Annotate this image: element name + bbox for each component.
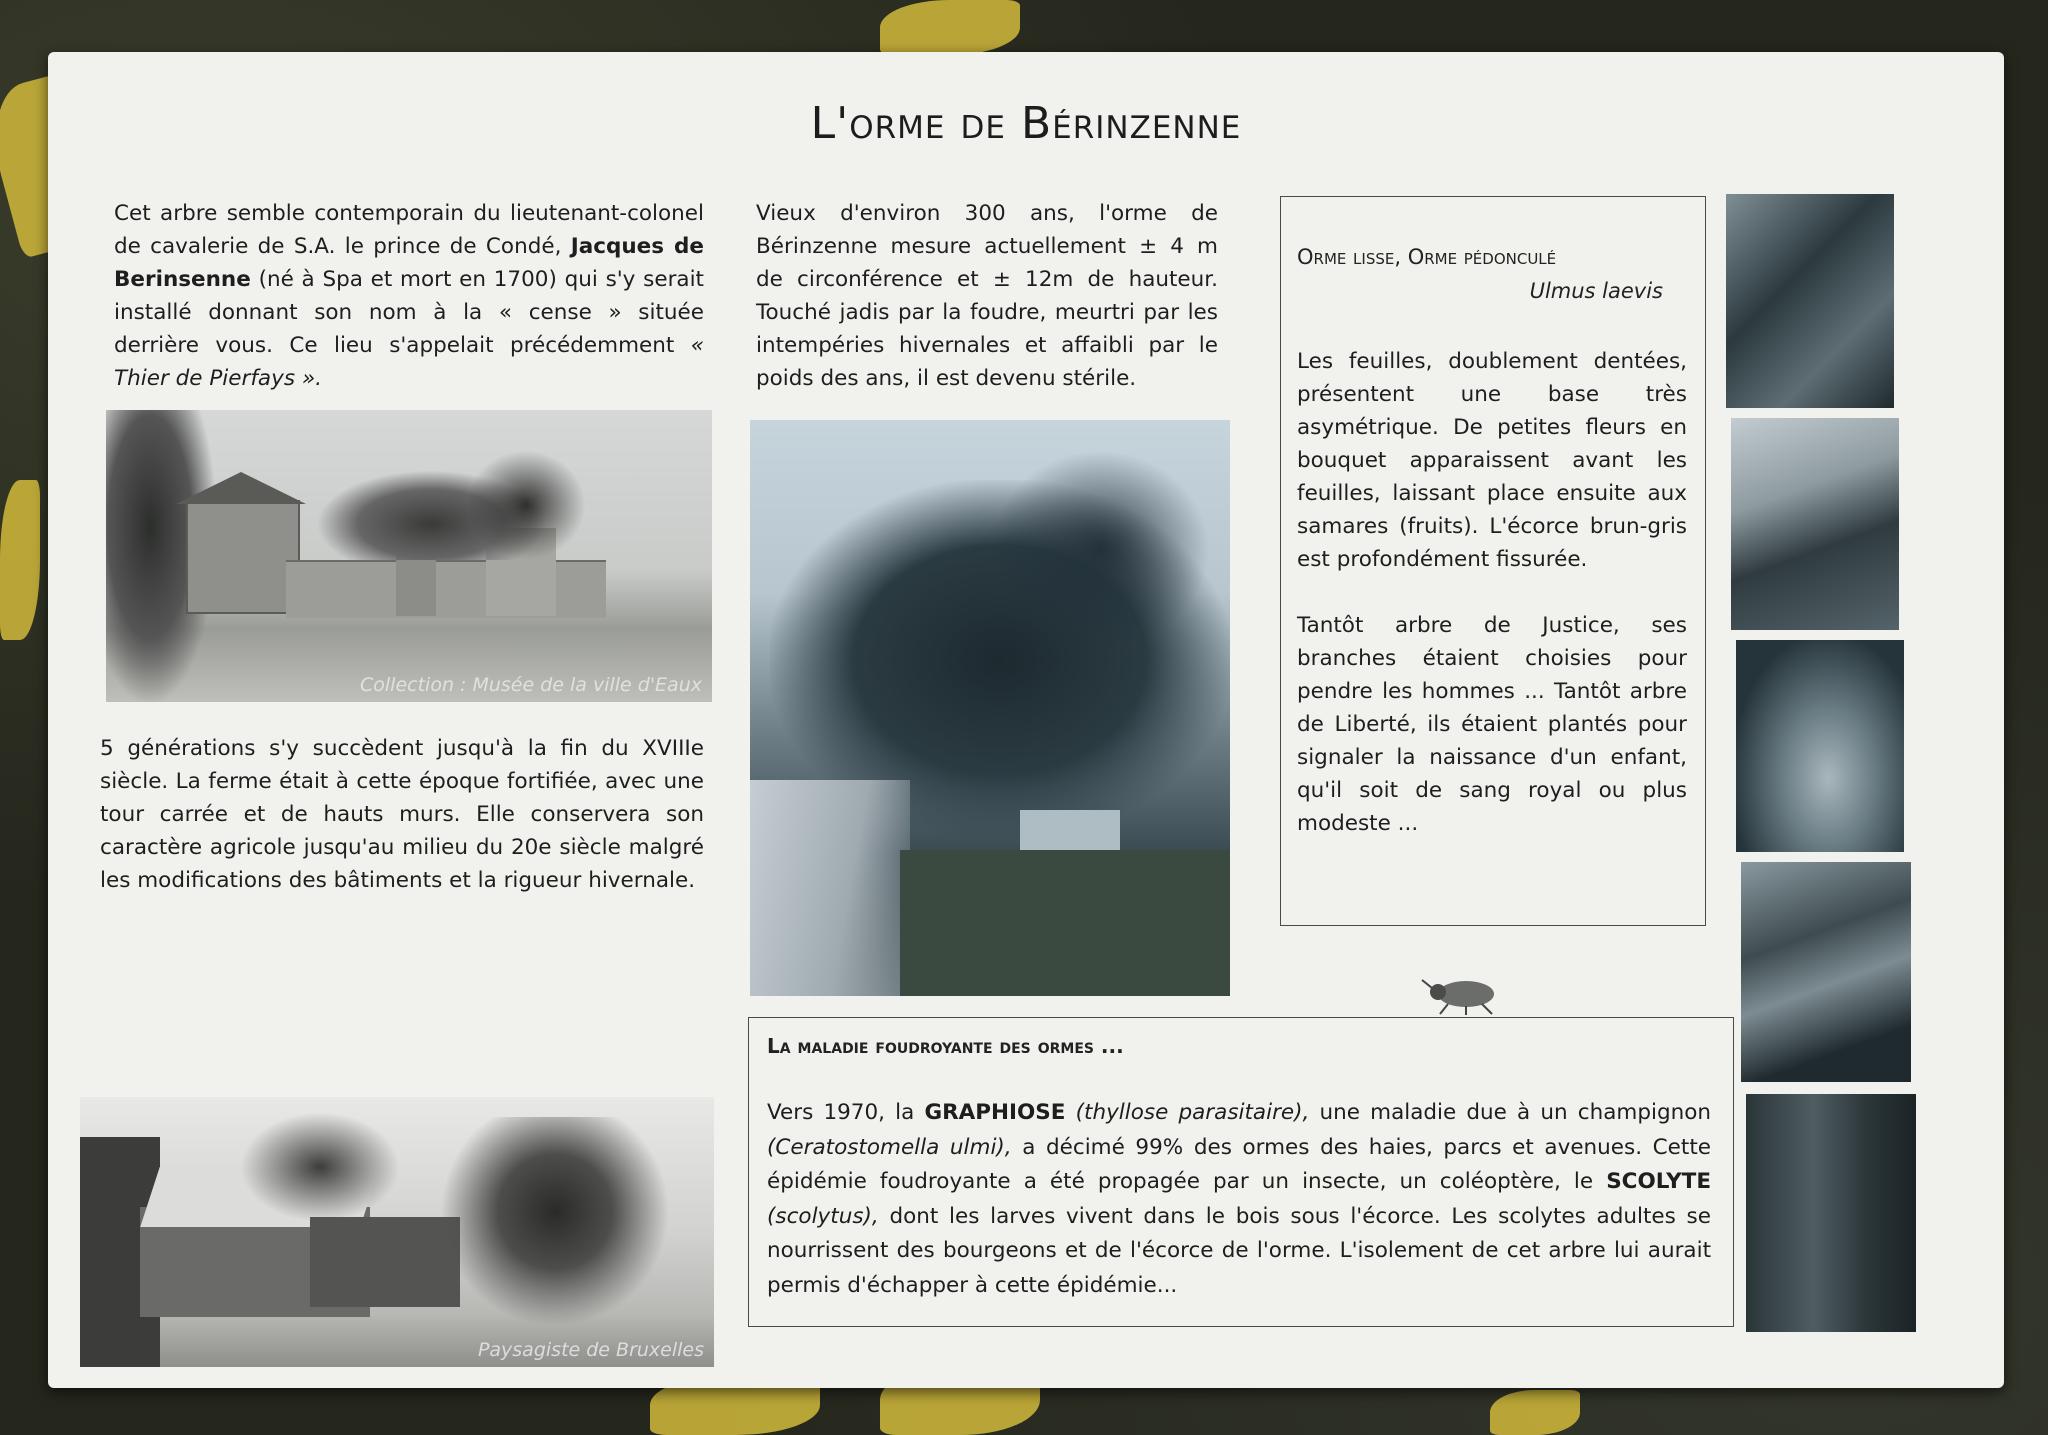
intro-text-a: Cet arbre semble contemporain du lieutenant-colonel de cavalerie de S.A. le prince de Condé, [114, 201, 704, 259]
disease-heading: La maladie foudroyante des ormes ... [767, 1034, 1124, 1058]
leaf-description: Les feuilles, doublement dentées, présentent une base très asymétrique. De petites fleurs en bouquet apparaissent avant les feuilles, laissant place ensuite aux samares (fruits). L'écorce brun-gris est profondément fissurée. [1297, 349, 1687, 572]
species-name: Orme lisse, Orme pédonculé [1297, 245, 1557, 269]
species-box [1280, 196, 1706, 926]
yellow-leaf [1490, 1390, 1580, 1435]
yellow-leaf [0, 480, 40, 640]
information-sign [48, 52, 2004, 1388]
thyllose-term: (thyllose parasitaire), [1075, 1100, 1310, 1125]
yellow-leaf [880, 0, 1020, 55]
photo-credit: Paysagiste de Bruxelles [477, 1339, 704, 1361]
disease-text: dont les larves vivent dans le bois sous l'écorce. Les scolytes adultes se nourrissent des bourgeons et de l'écorce de l'orme. L'isolement de cet arbre lui aurait permis d'échapper à cette épidémie... [767, 1203, 1711, 1298]
old-farm-winter-photo [80, 1097, 714, 1367]
elm-description: Vieux d'environ 300 ans, l'orme de Bérinzenne mesure actuellement ± 4 m de circonférence et ± 12m de hauteur. Touché jadis par la foudre, meurtri par les intempéries hivernales et affaibli par le poids des ans, il est devenu stérile. [756, 201, 1218, 391]
graphiose-term: GRAPHIOSE [924, 1100, 1066, 1125]
leaves-photo [1736, 640, 1904, 852]
trunk-photo [1746, 1094, 1916, 1332]
scolytus-term: (scolytus), [767, 1203, 879, 1229]
photo-credit: Collection : Musée de la ville d'Eaux [360, 674, 702, 696]
sign-title: L'orme de Bérinzenne [810, 98, 1242, 149]
folklore-paragraph: Tantôt arbre de Justice, ses branches étaient choisies pour pendre les hommes ... Tantôt arbre de Liberté, ils étaient plantés pour signaler la naissance d'un enfant, qu'il soit de sang royal ou plus modeste ... [1297, 613, 1687, 836]
disease-text: une maladie due à un champignon [1309, 1100, 1711, 1125]
intro-paragraph [114, 197, 704, 395]
disease-text: Vers 1970, la [767, 1100, 925, 1125]
disease-paragraph [767, 1096, 1711, 1303]
species-latin: Ulmus laevis [1529, 279, 1663, 303]
person-name: Jacques de Berinsenne [114, 234, 704, 292]
intro-text-b: (né à Spa et mort en 1700) qui s'y serait installé donnant son nom à la « cense » située derrière vous. Ce lieu s'appelait précédemment [114, 267, 704, 358]
history-paragraph: 5 générations s'y succèdent jusqu'à la fin du XVIIIe siècle. La ferme était à cette époque fortifiée, avec une tour carrée et de hauts murs. Elle conservera son caractère agricole jusqu'au milieu du 20e siècle malgré les modifications des bâtiments et la rigueur hivernale. [100, 736, 704, 893]
disease-box [748, 1017, 1734, 1327]
bark-closeup-photo [1731, 418, 1899, 630]
disease-text: a décimé 99% des ormes des haies, parcs et avenues. Cette épidémie foudroyante a été propagée par un insecte, un coléoptère, le [767, 1134, 1711, 1194]
farm-engraving-photo [106, 410, 712, 702]
disease-text [1065, 1100, 1075, 1125]
place-name: « Thier de Pierfays ». [114, 333, 704, 391]
fungus-name: (Ceratostomella ulmi), [767, 1134, 1012, 1160]
beetle-icon [1418, 972, 1508, 1016]
scolyte-term: SCOLYTE [1606, 1169, 1711, 1194]
branch-photo [1741, 862, 1911, 1082]
bark-photo [1726, 194, 1894, 408]
elm-tree-photo [750, 420, 1230, 996]
